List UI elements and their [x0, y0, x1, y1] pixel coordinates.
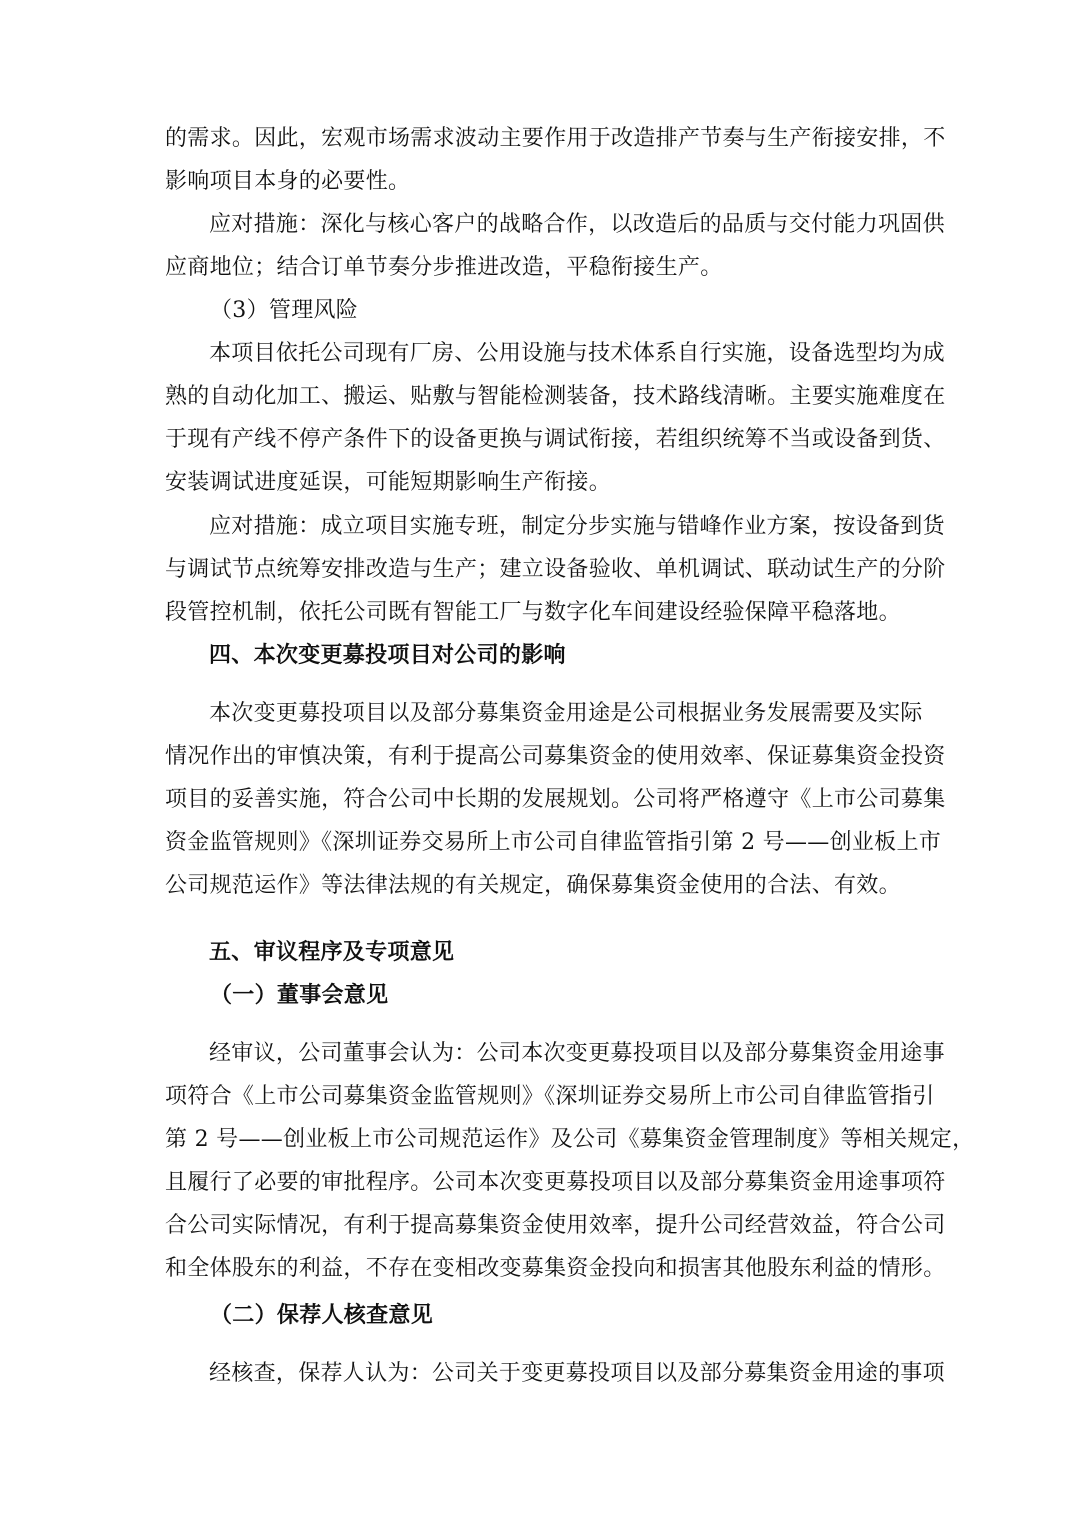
- paragraph-line: 于现有产线不停产条件下的设备更换与调试衔接，若组织统筹不当或设备到货、: [165, 427, 946, 452]
- paragraph-line: 应对措施：成立项目实施专班，制定分步实施与错峰作业方案，按设备到货: [209, 514, 945, 539]
- paragraph-line: 第 2 号——创业板上市公司规范运作》及公司《募集资金管理制度》等相关规定，: [165, 1127, 975, 1152]
- paragraph-line: 应对措施：深化与核心客户的战略合作，以改造后的品质与交付能力巩固供: [209, 212, 945, 237]
- subheading-management-risk: （3）管理风险: [210, 298, 359, 323]
- paragraph-line: 安装调试进度延误，可能短期影响生产衔接。: [165, 470, 612, 495]
- paragraph-line: 且履行了必要的审批程序。公司本次变更募投项目以及部分募集资金用途事项符: [165, 1170, 946, 1195]
- paragraph-line: 熟的自动化加工、搬运、贴敷与智能检测装备，技术路线清晰。主要实施难度在: [165, 384, 946, 409]
- paragraph-line: 本次变更募投项目以及部分募集资金用途是公司根据业务发展需要及实际: [209, 701, 923, 726]
- paragraph-line: 情况作出的审慎决策，有利于提高公司募集资金的使用效率、保证募集资金投资: [165, 744, 946, 769]
- paragraph-line: 公司规范运作》等法律法规的有关规定，确保募集资金使用的合法、有效。: [165, 873, 901, 898]
- paragraph-line: 和全体股东的利益，不存在变相改变募集资金投向和损害其他股东利益的情形。: [165, 1256, 946, 1281]
- paragraph-line: 段管控机制，依托公司既有智能工厂与数字化车间建设经验保障平稳落地。: [165, 600, 901, 625]
- paragraph-line: 应商地位；结合订单节奏分步推进改造，平稳衔接生产。: [165, 255, 723, 280]
- section-heading-4: 四、本次变更募投项目对公司的影响: [209, 642, 566, 668]
- paragraph-line: 与调试节点统筹安排改造与生产；建立设备验收、单机调试、联动试生产的分阶: [165, 557, 946, 582]
- paragraph-line: 经审议，公司董事会认为：公司本次变更募投项目以及部分募集资金用途事: [209, 1041, 945, 1066]
- paragraph-line: 合公司实际情况，有利于提高募集资金使用效率，提升公司经营效益，符合公司: [165, 1213, 946, 1238]
- subheading-board-opinion: （一）董事会意见: [210, 982, 389, 1008]
- paragraph-line: 本项目依托公司现有厂房、公用设施与技术体系自行实施，设备选型均为成: [209, 341, 945, 366]
- paragraph-line: 项符合《上市公司募集资金监管规则》《深圳证券交易所上市公司自律监管指引: [165, 1084, 935, 1109]
- paragraph-line: 的需求。因此，宏观市场需求波动主要作用于改造排产节奏与生产衔接安排，不: [165, 126, 946, 151]
- section-heading-5: 五、审议程序及专项意见: [209, 939, 455, 965]
- paragraph-line: 项目的妥善实施，符合公司中长期的发展规划。公司将严格遵守《上市公司募集: [165, 787, 946, 812]
- paragraph-line: 影响项目本身的必要性。: [165, 169, 411, 194]
- paragraph-line: 经核查，保荐人认为：公司关于变更募投项目以及部分募集资金用途的事项: [209, 1361, 945, 1386]
- subheading-sponsor-opinion: （二）保荐人核查意见: [210, 1302, 434, 1328]
- paragraph-line: 资金监管规则》《深圳证券交易所上市公司自律监管指引第 2 号——创业板上市: [165, 830, 942, 855]
